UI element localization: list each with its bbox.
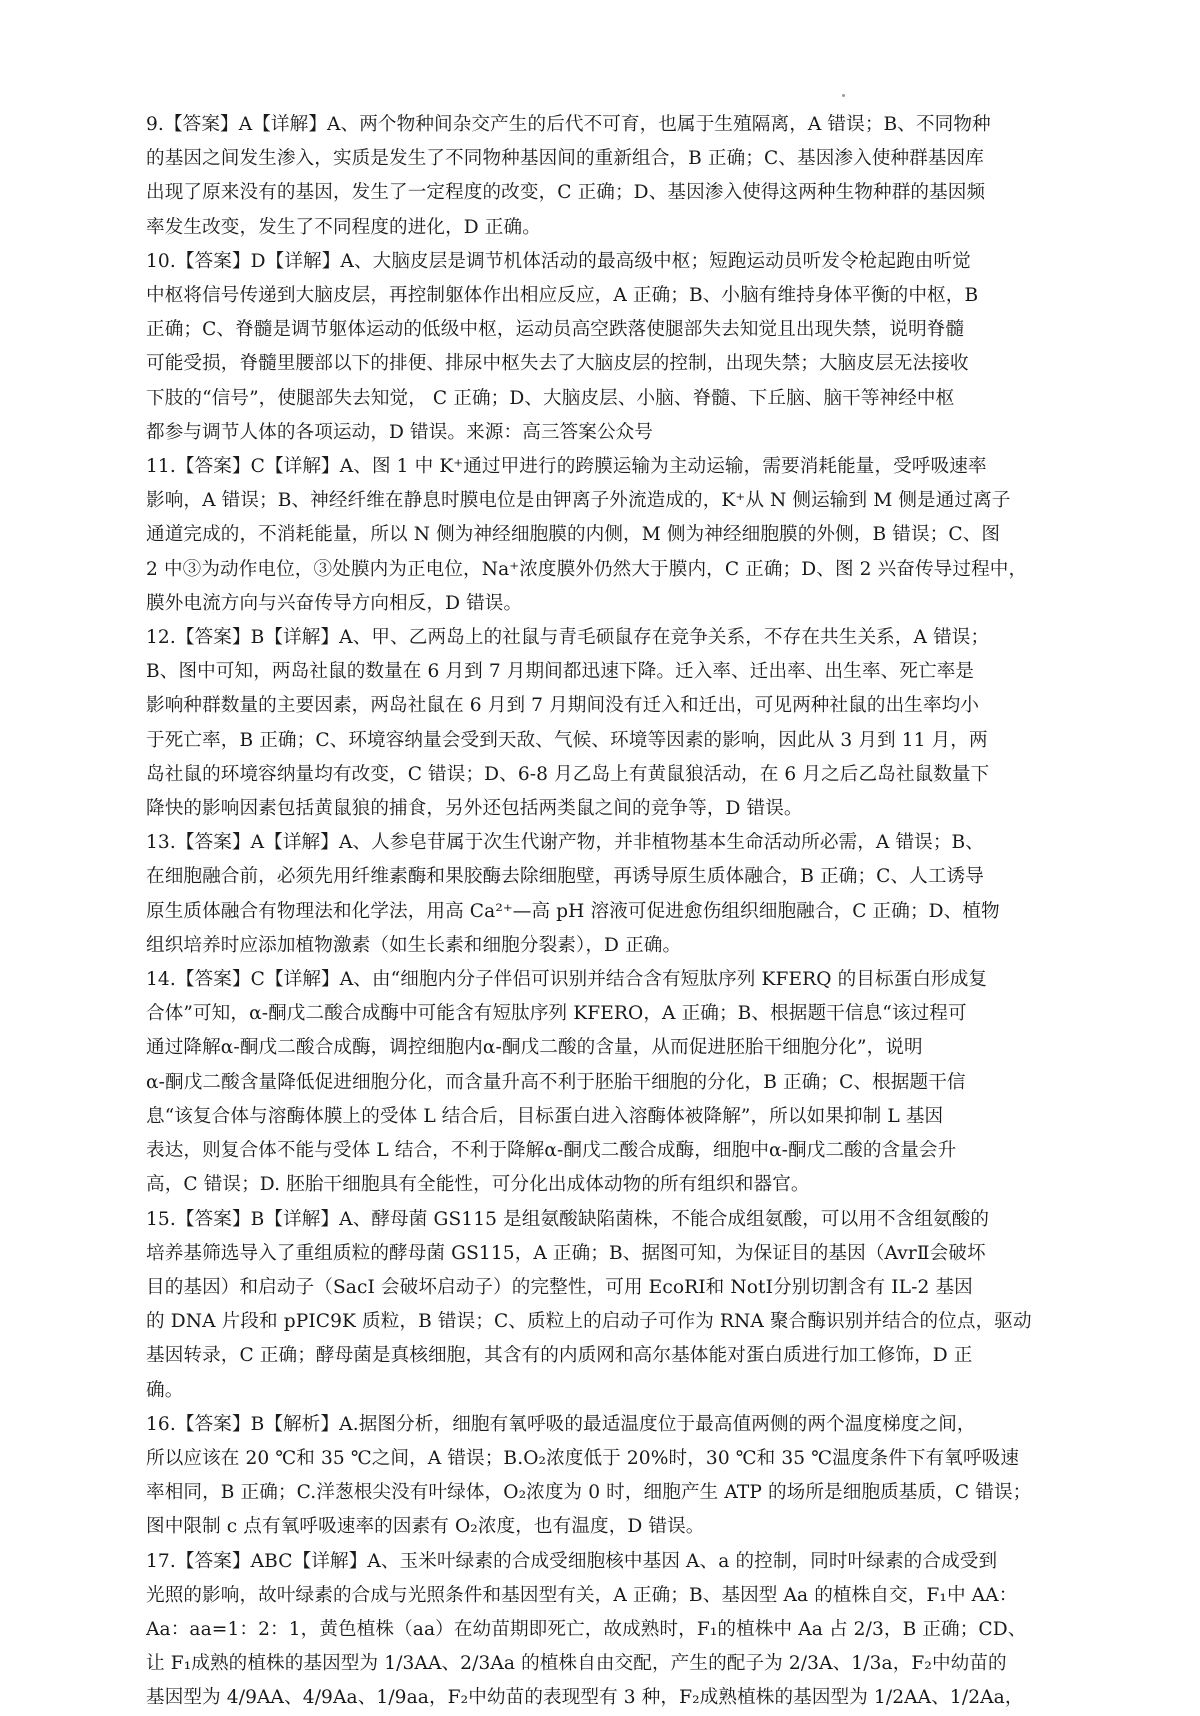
text-line: 都参与调节人体的各项运动，D 错误。来源：高三答案公众号	[146, 421, 654, 443]
text-line: 15.【答案】B【详解】A、酵母菌 GS115 是组氨酸缺陷菌株，不能合成组氨酸，可以用不含组氨酸的	[146, 1208, 990, 1230]
text-line: 影响种群数量的主要因素，两岛社鼠在 6 月到 7 月期间没有迁入和迁出，可见两种社鼠的出生率均小	[146, 695, 980, 717]
text-line: 下肢的“信号”，使腿部失去知觉， C 正确；D、大脑皮层、小脑、脊髓、下丘脑、脑干等神经中枢	[146, 387, 955, 409]
text-line: 16.【答案】B【解析】A.据图分析，细胞有氧呼吸的最适温度位于最高值两侧的两个温度梯度之间，	[146, 1413, 976, 1435]
text-line: 高，C 错误；D. 胚胎干细胞具有全能性，可分化出成体动物的所有组织和器官。	[146, 1174, 810, 1196]
text-line: 影响，A 错误；B、神经纤维在静息时膜电位是由钾离子外流造成的，K⁺从 N 侧运输到 M 侧是通过离子	[146, 490, 1011, 512]
text-line: 13.【答案】A【详解】A、人参皂苷属于次生代谢产物，并非植物基本生命活动所必需，A 错误；B、	[146, 832, 984, 854]
text-line: 所以应该在 20 ℃和 35 ℃之间，A 错误；B.O₂浓度低于 20%时，30 ℃和 35 ℃温度条件下有氧呼吸速	[146, 1447, 1020, 1469]
answer-explanations	[146, 108, 1076, 1716]
text-line: 降快的影响因素包括黄鼠狼的捕食，另外还包括两类鼠之间的竞争等，D 错误。	[146, 798, 803, 820]
text-line: 培养基筛选导入了重组质粒的酵母菌 GS115，A 正确；B、据图可知，为保证目的基因（AvrⅡ会破坏	[146, 1242, 986, 1264]
text-line: 11.【答案】C【详解】A、图 1 中 K⁺通过甲进行的跨膜运输为主动运输，需要消耗能量，受呼吸速率	[146, 456, 987, 478]
text-line: 14.【答案】C【详解】A、由“细胞内分子伴侣可识别并结合含有短肽序列 KFERQ 的目标蛋白形成复	[146, 969, 988, 991]
text-line: 12.【答案】B【详解】A、甲、乙两岛上的社鼠与青毛硕鼠存在竞争关系，不存在共生关系，A 错误；	[146, 627, 990, 649]
text-line: 中枢将信号传递到大脑皮层，再控制躯体作出相应反应，A 正确；B、小脑有维持身体平衡的中枢，B	[146, 285, 979, 307]
text-line: 通过降解α-酮戊二酸合成酶，调控细胞内α-酮戊二酸的含量，从而促进胚胎干细胞分化”，说明	[146, 1037, 923, 1059]
text-line: 正确；C、脊髓是调节躯体运动的低级中枢，运动员高空跌落使腿部失去知觉且出现失禁，说明脊髓	[146, 319, 965, 341]
text-line: 图中限制 c 点有氧呼吸速率的因素有 O₂浓度，也有温度，D 错误。	[146, 1516, 705, 1538]
text-line: 率发生改变，发生了不同程度的进化，D 正确。	[146, 216, 541, 238]
text-line: 目的基因）和启动子（SacI 会破坏启动子）的完整性，可用 EcoRⅠ和 NotⅠ分别切割含有 IL-2 基因	[146, 1276, 973, 1298]
text-line: 可能受损，脊髓里腰部以下的排便、排尿中枢失去了大脑皮层的控制，出现失禁；大脑皮层无法接收	[146, 353, 969, 375]
text-line: 让 F₁成熟的植株的基因型为 1/3AA、2/3Aa 的植株自由交配，产生的配子为 2/3A、1/3a，F₂中幼苗的	[146, 1653, 1007, 1675]
text-line: 光照的影响，故叶绿素的合成与光照条件和基因型有关，A 正确；B、基因型 Aa 的植株自交，F₁中 AA：	[146, 1584, 1018, 1606]
text-line: 的 DNA 片段和 pPIC9K 质粒，B 错误；C、质粒上的启动子可作为 RNA 聚合酶识别并结合的位点，驱动	[146, 1311, 1032, 1333]
answer-item-16	[146, 1408, 1076, 1545]
answer-item-15	[146, 1203, 1076, 1408]
text-line: 合体”可知，α-酮戊二酸合成酶中可能含有短肽序列 KFERO，A 正确；B、根据题干信息“该过程可	[146, 1003, 967, 1025]
text-line: 9.【答案】A【详解】A、两个物种间杂交产生的后代不可育，也属于生殖隔离，A 错误；B、不同物种	[146, 114, 991, 135]
text-line: 2 中③为动作电位，③处膜内为正电位，Na⁺浓度膜外仍然大于膜内，C 正确；D、图 2 兴奋传导过程中，	[146, 558, 1028, 580]
text-line: 确。	[146, 1379, 184, 1401]
answer-item-11	[146, 450, 1076, 621]
answer-item-9	[146, 108, 1076, 245]
text-line: 组织培养时应添加植物激素（如生长素和细胞分裂素），D 正确。	[146, 934, 682, 956]
text-line: 基因转录，C 正确；酵母菌是真核细胞，其含有的内质网和高尔基体能对蛋白质进行加工修饰，D 正	[146, 1345, 973, 1367]
answer-item-14	[146, 963, 1076, 1202]
text-line: 息“该复合体与溶酶体膜上的受体 L 结合后，目标蛋白进入溶酶体被降解”，所以如果抑制 L 基因	[146, 1105, 944, 1127]
text-line: 表达，则复合体不能与受体 L 结合，不利于降解α-酮戊二酸合成酶，细胞中α-酮戊二酸的含量会升	[146, 1140, 957, 1162]
text-line: Aa：aa=1：2：1，黄色植株（aa）在幼苗期即死亡，故成熟时，F₁的植株中 Aa 占 2/3，B 正确；CD、	[146, 1618, 1027, 1640]
page-dot	[842, 94, 845, 97]
text-line: 原生质体融合有物理法和化学法，用高 Ca²⁺—高 pH 溶液可促进愈伤组织细胞融合，C 正确；D、植物	[146, 900, 1000, 922]
text-line: α-酮戊二酸含量降低促进细胞分化，而含量升高不利于胚胎干细胞的分化，B 正确；C、根据题干信	[146, 1071, 966, 1093]
answer-item-10	[146, 245, 1076, 450]
text-line: 10.【答案】D【详解】A、大脑皮层是调节机体活动的最高级中枢；短跑运动员听发令枪起跑由听觉	[146, 250, 971, 272]
answer-item-13	[146, 826, 1076, 963]
text-line: 的基因之间发生渗入，实质是发生了不同物种基因间的重新组合，B 正确；C、基因渗入使种群基因库	[146, 148, 984, 170]
answer-item-17	[146, 1545, 1076, 1716]
text-line: 率相同，B 正确；C.洋葱根尖没有叶绿体，O₂浓度为 0 时，细胞产生 ATP 的场所是细胞质基质，C 错误；	[146, 1482, 1032, 1504]
text-line: B、图中可知，两岛社鼠的数量在 6 月到 7 月期间都迅速下降。迁入率、迁出率、出生率、死亡率是	[146, 661, 975, 683]
text-line: 通道完成的，不消耗能量，所以 N 侧为神经细胞膜的内侧，M 侧为神经细胞膜的外侧，B 错误；C、图	[146, 524, 1001, 546]
text-line: 出现了原来没有的基因，发生了一定程度的改变，C 正确；D、基因渗入使得这两种生物种群的基因频	[146, 182, 986, 204]
text-line: 在细胞融合前，必须先用纤维素酶和果胶酶去除细胞壁，再诱导原生质体融合，B 正确；C、人工诱导	[146, 866, 984, 888]
text-line: 17.【答案】ABC【详解】A、玉米叶绿素的合成受细胞核中基因 A、a 的控制，同时叶绿素的合成受到	[146, 1550, 998, 1572]
text-line: 基因型为 4/9AA、4/9Aa、1/9aa，F₂中幼苗的表现型有 3 种，F₂成熟植株的基因型为 1/2AA、1/2Aa，	[146, 1687, 1024, 1709]
text-line: 岛社鼠的环境容纳量均有改变，C 错误；D、6-8 月乙岛上有黄鼠狼活动，在 6 月之后乙岛社鼠数量下	[146, 763, 990, 785]
text-line: 于死亡率，B 正确；C、环境容纳量会受到天敌、气候、环境等因素的影响，因此从 3 月到 11 月，两	[146, 729, 988, 751]
text-line: 膜外电流方向与兴奋传导方向相反，D 错误。	[146, 592, 523, 614]
answer-item-12	[146, 621, 1076, 826]
